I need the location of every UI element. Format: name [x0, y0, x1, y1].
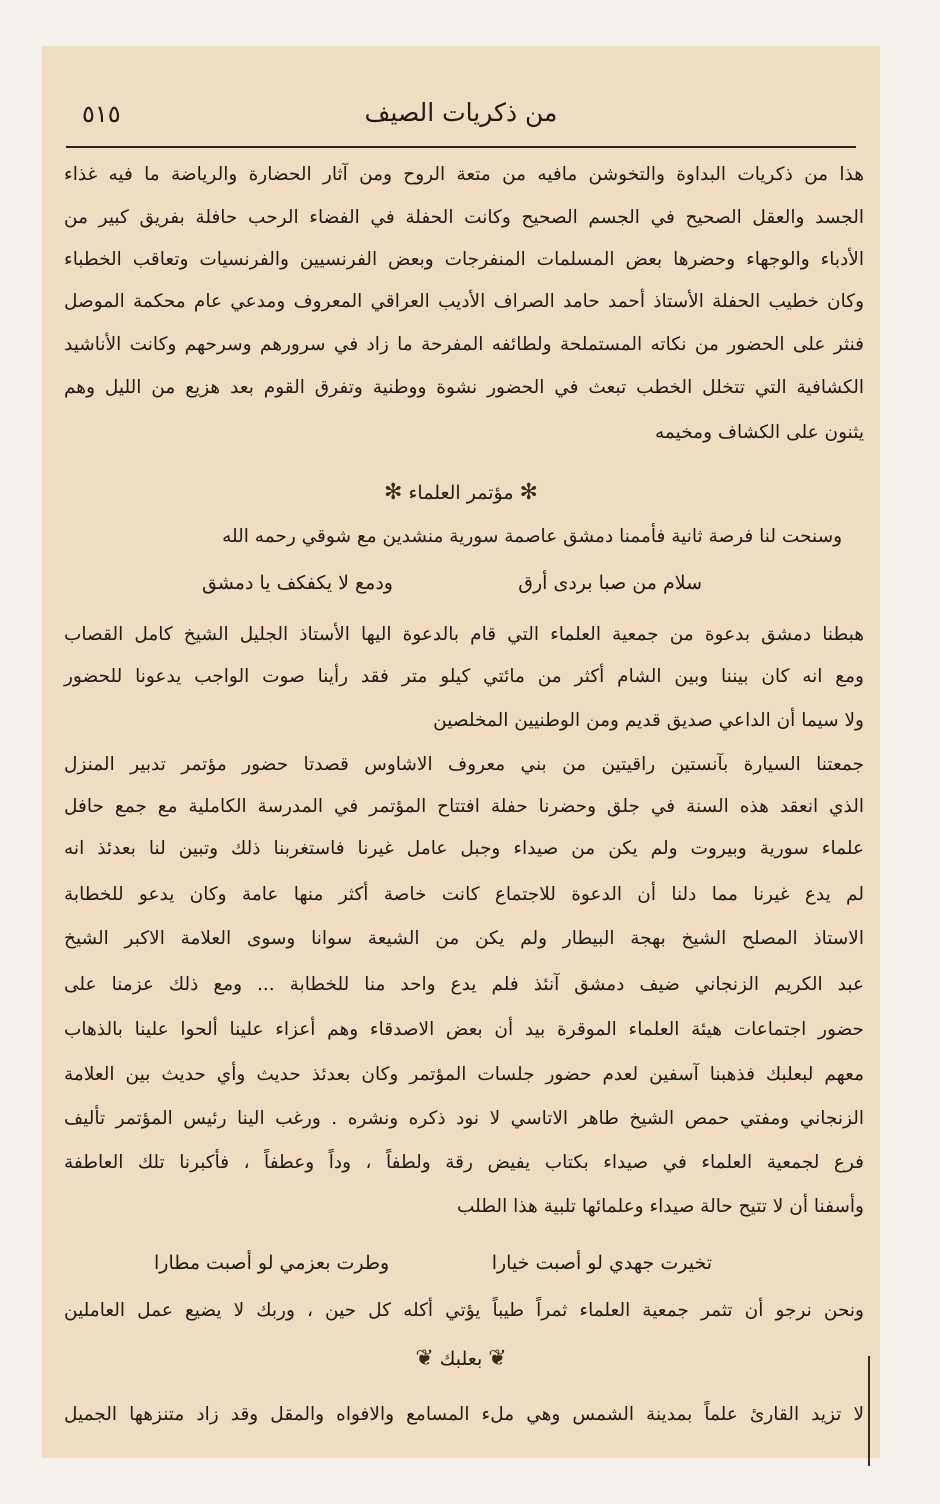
running-title: من ذكريات الصيف: [364, 98, 558, 127]
text-line: لا تزيد القارئ علماً بمدينة الشمس وهي ملء المسامع والافواه والمقل وقد زاد متنزهها الجميل: [64, 1404, 864, 1425]
section-heading-text: بعلبك: [439, 1348, 483, 1370]
section-heading: [42, 1348, 880, 1370]
text-line: يثنون على الكشاف ومخيمه: [655, 422, 864, 443]
page-number: ٥١٥: [82, 100, 121, 128]
verse-hemistich-left: ودمع لا يكفكف يا دمشق: [202, 572, 393, 594]
header-rule: [66, 146, 856, 148]
text-line: هبطنا دمشق بدعوة من جمعية العلماء التي قام بالدعوة اليها الأستاذ الجليل الشيخ كامل القصاب: [64, 624, 864, 645]
text-line: ونحن نرجو أن تثمر جمعية العلماء ثمراً طيباً يؤتي أكله كل حين ، وربك لا يضيع عمل العاملين: [64, 1300, 864, 1321]
verse-hemistich-left: وطرت بعزمي لو أصبت مطارا: [154, 1252, 390, 1274]
text-line: علماء سورية وبيروت ولم يكن من صيداء وجبل عامل غيرنا فاستغربنا ذلك وتبين لنا بعدئذ انه: [64, 838, 864, 859]
text-line: معهم لبعلبك فذهبنا آسفين لعدم حضور جلسات المؤتمر وكان بعدئذ حديث وأي حديث بين العلامة: [64, 1064, 864, 1085]
flower-ornament-icon: ✻: [519, 480, 538, 505]
text-line: عبد الكريم الزنجاني ضيف دمشق آنئذ فلم يدع واحد منا للخطابة ... ومع ذلك عزمنا على: [64, 974, 864, 995]
text-line: الجسد والعقل الصحيح في الجسم الصحيح وكانت الحفلة في الفضاء الرحب حافلة بفريق كبير من: [64, 207, 864, 228]
margin-line: [868, 1356, 870, 1466]
verse-hemistich-right: سلام من صبا بردى أرق: [518, 572, 702, 594]
book-page: [42, 46, 880, 1458]
flower-ornament-icon: ✻: [384, 480, 403, 505]
text-line: فنثر على الحضور من نكاته المستملحة ولطائفه المفرحة ما زاد في سرورهم وسرحهم وكانت الأناشيد: [64, 334, 864, 355]
text-line: هذا من ذكريات البداوة والتخوشن مافيه من متعة الروح ومن آثار الحضارة والرياضة ما فيه غذاء: [64, 164, 864, 185]
text-line: الأدباء والوجهاء وحضرها بعض المسلمات المنفرجات وبعض الفرنسيين والفرنسيات وتعاقب الخطباء: [64, 249, 864, 270]
flourish-ornament-icon: ❦: [415, 1346, 434, 1371]
section-heading: [42, 482, 880, 504]
text-line: الاستاذ المصلح الشيخ بهجة البيطار ولم يكن من الشيعة سوانا وسوى العلامة الاكبر الشيخ: [64, 928, 864, 949]
text-line: الذي انعقد هذه السنة في جلق وحضرنا حفلة افتتاح المؤتمر في المدرسة الكاملية مع جمع حافل: [64, 796, 864, 817]
verse-hemistich-right: تخيرت جهدي لو أصبت خيارا: [491, 1252, 712, 1274]
section-heading-text: مؤتمر العلماء: [408, 482, 514, 504]
text-line: حضور اجتماعات هيئة العلماء الموقرة بيد أن بعض الاصدقاء وهم أعزاء علينا ألحوا علينا بالذهاب: [64, 1019, 864, 1040]
flourish-ornament-icon: ❦: [488, 1346, 507, 1371]
text-line: لم يدع غيرنا مما دلنا أن الدعوة للاجتماع كانت خاصة أكثر منها عامة وكان يدعو للخطابة: [64, 884, 864, 905]
text-line: جمعتنا السيارة بآنستين راقيتين من بني معروف الاشاوس قصدتا حضور مؤتمر تدبير المنزل: [64, 754, 864, 775]
text-line: وأسفنا أن لا تتيح حالة صيداء وعلمائها تلبية هذا الطلب: [456, 1196, 864, 1217]
text-line: ولا سيما أن الداعي صديق قديم ومن الوطنيين المخلصين: [433, 710, 864, 731]
page-header: [66, 98, 856, 138]
text-line: فرع لجمعية العلماء في صيداء بكتاب يفيض رقة ولطفاً ، وداً وعطفاً ، فأكبرنا تلك العاطفة: [64, 1152, 864, 1173]
text-line: ومع انه كان بيننا وبين الشام أكثر من مائتي كيلو متر فقد رأينا صوت الواجب يدعونا للحضور: [64, 666, 864, 687]
text-line: وسنحت لنا فرصة ثانية فأممنا دمشق عاصمة سورية منشدين مع شوقي رحمه الله: [222, 526, 842, 547]
text-line: وكان خطيب الحفلة الأستاذ أحمد حامد الصراف الأديب العراقي المعروف ومدعي عام محكمة الموصل: [64, 291, 864, 312]
text-line: الزنجاني ومفتي حمص الشيخ طاهر الاتاسي لا نود ذكره ونشره . ورغب الينا رئيس المؤتمر تأليف: [64, 1108, 864, 1129]
text-line: الكشافية التي تتخلل الخطب تبعث في الحضور نشوة ووطنية وتفرق القوم بعد هزيع من الليل وهم: [64, 377, 864, 398]
